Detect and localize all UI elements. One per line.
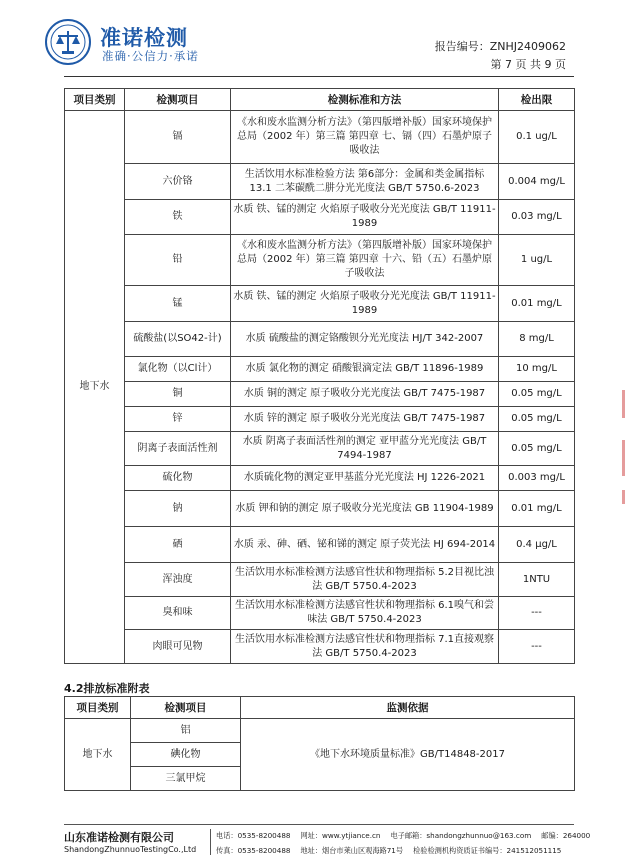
footer-address-line <box>216 846 561 856</box>
limit-cell: 0.03 mg/L <box>499 200 575 235</box>
table-row <box>65 407 575 432</box>
header-basis: 监测依据 <box>241 697 575 719</box>
item-cell: 铝 <box>131 719 241 743</box>
table-row <box>65 630 575 664</box>
table-row <box>65 111 575 164</box>
brand-name: 准诺检测 <box>100 26 188 50</box>
table-header-row <box>65 697 575 719</box>
seal-mark <box>622 440 625 476</box>
method-cell: 生活饮用水标准检测方法感官性状和物理指标 7.1直接观察法 GB/T 5750.4-2023 <box>231 630 499 664</box>
limit-cell: 0.4 μg/L <box>499 527 575 563</box>
header-category: 项目类别 <box>65 697 131 719</box>
limit-cell: 0.05 mg/L <box>499 407 575 432</box>
table-row <box>65 563 575 597</box>
limit-cell: 0.01 mg/L <box>499 286 575 322</box>
footer-company-en: ShandongZhunnuoTestingCo.,Ltd <box>64 845 197 854</box>
discharge-standard-table <box>64 696 575 791</box>
category-cell: 地下水 <box>65 719 131 791</box>
report-number: 报告编号：ZNHJ2409062 <box>434 40 566 53</box>
method-cell: 水质 锌的测定 原子吸收分光光度法 GB/T 7475-1987 <box>231 407 499 432</box>
limit-cell: 1 ug/L <box>499 235 575 286</box>
method-cell: 《水和废水监测分析方法》（第四版增补版）国家环境保护总局（2002 年）第三篇 第四章 十六、铅（五）石墨炉原子吸收法 <box>231 235 499 286</box>
item-cell: 镉 <box>125 111 231 164</box>
footer-fax: 传真：0535-8200488 <box>216 846 291 855</box>
header-method: 检测标准和方法 <box>231 89 499 111</box>
item-cell: 钠 <box>125 491 231 527</box>
item-cell: 铁 <box>125 200 231 235</box>
item-cell: 锌 <box>125 407 231 432</box>
method-cell: 生活饮用水标准检测方法感官性状和物理指标 5.2目视比浊法 GB/T 5750.4-2023 <box>231 563 499 597</box>
table-row <box>65 235 575 286</box>
method-cell: 水质 氯化物的测定 硝酸银滴定法 GB/T 11896-1989 <box>231 357 499 382</box>
section-title: 4.2排放标准附表 <box>64 682 150 695</box>
item-cell: 铜 <box>125 382 231 407</box>
item-cell: 臭和味 <box>125 597 231 630</box>
seal-mark <box>622 390 625 418</box>
footer-website: 网址：www.ytjiance.cn <box>300 831 381 840</box>
table-row <box>65 432 575 466</box>
item-cell: 硒 <box>125 527 231 563</box>
page-number: 第 7 页 共 9 页 <box>490 58 566 71</box>
table-row <box>65 200 575 235</box>
limit-cell: 0.05 mg/L <box>499 432 575 466</box>
limit-cell: 0.003 mg/L <box>499 466 575 491</box>
method-cell: 水质 铁、锰的测定 火焰原子吸收分光光度法 GB/T 11911-1989 <box>231 286 499 322</box>
footer-email: 电子邮箱：shandongzhunnuo@163.com <box>390 831 532 840</box>
company-logo-icon <box>44 18 92 66</box>
method-cell: 水质 阴离子表面活性剂的测定 亚甲蓝分光光度法 GB/T 7494-1987 <box>231 432 499 466</box>
limit-cell: --- <box>499 630 575 664</box>
basis-cell: 《地下水环境质量标准》GB/T14848-2017 <box>241 719 575 791</box>
footer-company: 山东准诺检测有限公司 <box>64 831 174 844</box>
method-cell: 水质 铜的测定 原子吸收分光光度法 GB/T 7475-1987 <box>231 382 499 407</box>
item-cell: 锰 <box>125 286 231 322</box>
limit-cell: 0.004 mg/L <box>499 164 575 200</box>
table-row <box>65 286 575 322</box>
method-cell: 水质 硫酸盐的测定铬酸钡分光光度法 HJ/T 342-2007 <box>231 322 499 357</box>
limit-cell: 1NTU <box>499 563 575 597</box>
header-limit: 检出限 <box>499 89 575 111</box>
table-row <box>65 382 575 407</box>
item-cell: 肉眼可见物 <box>125 630 231 664</box>
limit-cell: 10 mg/L <box>499 357 575 382</box>
table-row <box>65 357 575 382</box>
header-item: 检测项目 <box>125 89 231 111</box>
header-category: 项目类别 <box>65 89 125 111</box>
table-row <box>65 322 575 357</box>
test-methods-table <box>64 88 575 664</box>
method-cell: 水质 钾和钠的测定 原子吸收分光光度法 GB 11904-1989 <box>231 491 499 527</box>
item-cell: 硫化物 <box>125 466 231 491</box>
method-cell: 水质 铁、锰的测定 火焰原子吸收分光光度法 GB/T 11911-1989 <box>231 200 499 235</box>
seal-mark <box>622 490 625 504</box>
table-row <box>65 491 575 527</box>
limit-cell: 0.05 mg/L <box>499 382 575 407</box>
footer-address: 地址：烟台市莱山区观海路71号 <box>300 846 404 855</box>
table-row <box>65 164 575 200</box>
footer-tel: 电话：0535-8200488 <box>216 831 291 840</box>
limit-cell: 0.01 mg/L <box>499 491 575 527</box>
table-row <box>65 527 575 563</box>
item-cell: 阴离子表面活性剂 <box>125 432 231 466</box>
table-header-row <box>65 89 575 111</box>
brand-slogan: 准确·公信力·承诺 <box>102 49 199 63</box>
footer-postcode: 邮编：264000 <box>541 831 591 840</box>
footer-cert: 检验检测机构资质证书编号：241512051115 <box>413 846 562 855</box>
method-cell: 生活饮用水标准检验方法 第6部分：金属和类金属指标 13.1 二苯碳酰二肼分光光度法 GB/T 5750.6-2023 <box>231 164 499 200</box>
item-cell: 氯化物（以Cl计） <box>125 357 231 382</box>
item-cell: 六价铬 <box>125 164 231 200</box>
method-cell: 水质 汞、砷、硒、铋和锑的测定 原子荧光法 HJ 694-2014 <box>231 527 499 563</box>
limit-cell: 8 mg/L <box>499 322 575 357</box>
footer-separator <box>210 829 211 855</box>
item-cell: 碘化物 <box>131 743 241 767</box>
method-cell: 水质硫化物的测定亚甲基蓝分光光度法 HJ 1226-2021 <box>231 466 499 491</box>
category-cell: 地下水 <box>65 111 125 664</box>
item-cell: 浑浊度 <box>125 563 231 597</box>
limit-cell: --- <box>499 597 575 630</box>
table-row <box>65 597 575 630</box>
item-cell: 铅 <box>125 235 231 286</box>
method-cell: 生活饮用水标准检测方法感官性状和物理指标 6.1嗅气和尝味法 GB/T 5750.4-2023 <box>231 597 499 630</box>
item-cell: 硫酸盐(以SO42-计) <box>125 322 231 357</box>
table-row <box>65 719 575 743</box>
item-cell: 三氯甲烷 <box>131 767 241 791</box>
header-divider <box>64 76 574 77</box>
footer-contact-line <box>216 831 590 841</box>
table-row <box>65 466 575 491</box>
method-cell: 《水和废水监测分析方法》（第四版增补版）国家环境保护总局（2002 年）第三篇 第四章 七、镉（四）石墨炉原子吸收法 <box>231 111 499 164</box>
limit-cell: 0.1 ug/L <box>499 111 575 164</box>
footer-divider <box>64 824 574 825</box>
header-item: 检测项目 <box>131 697 241 719</box>
